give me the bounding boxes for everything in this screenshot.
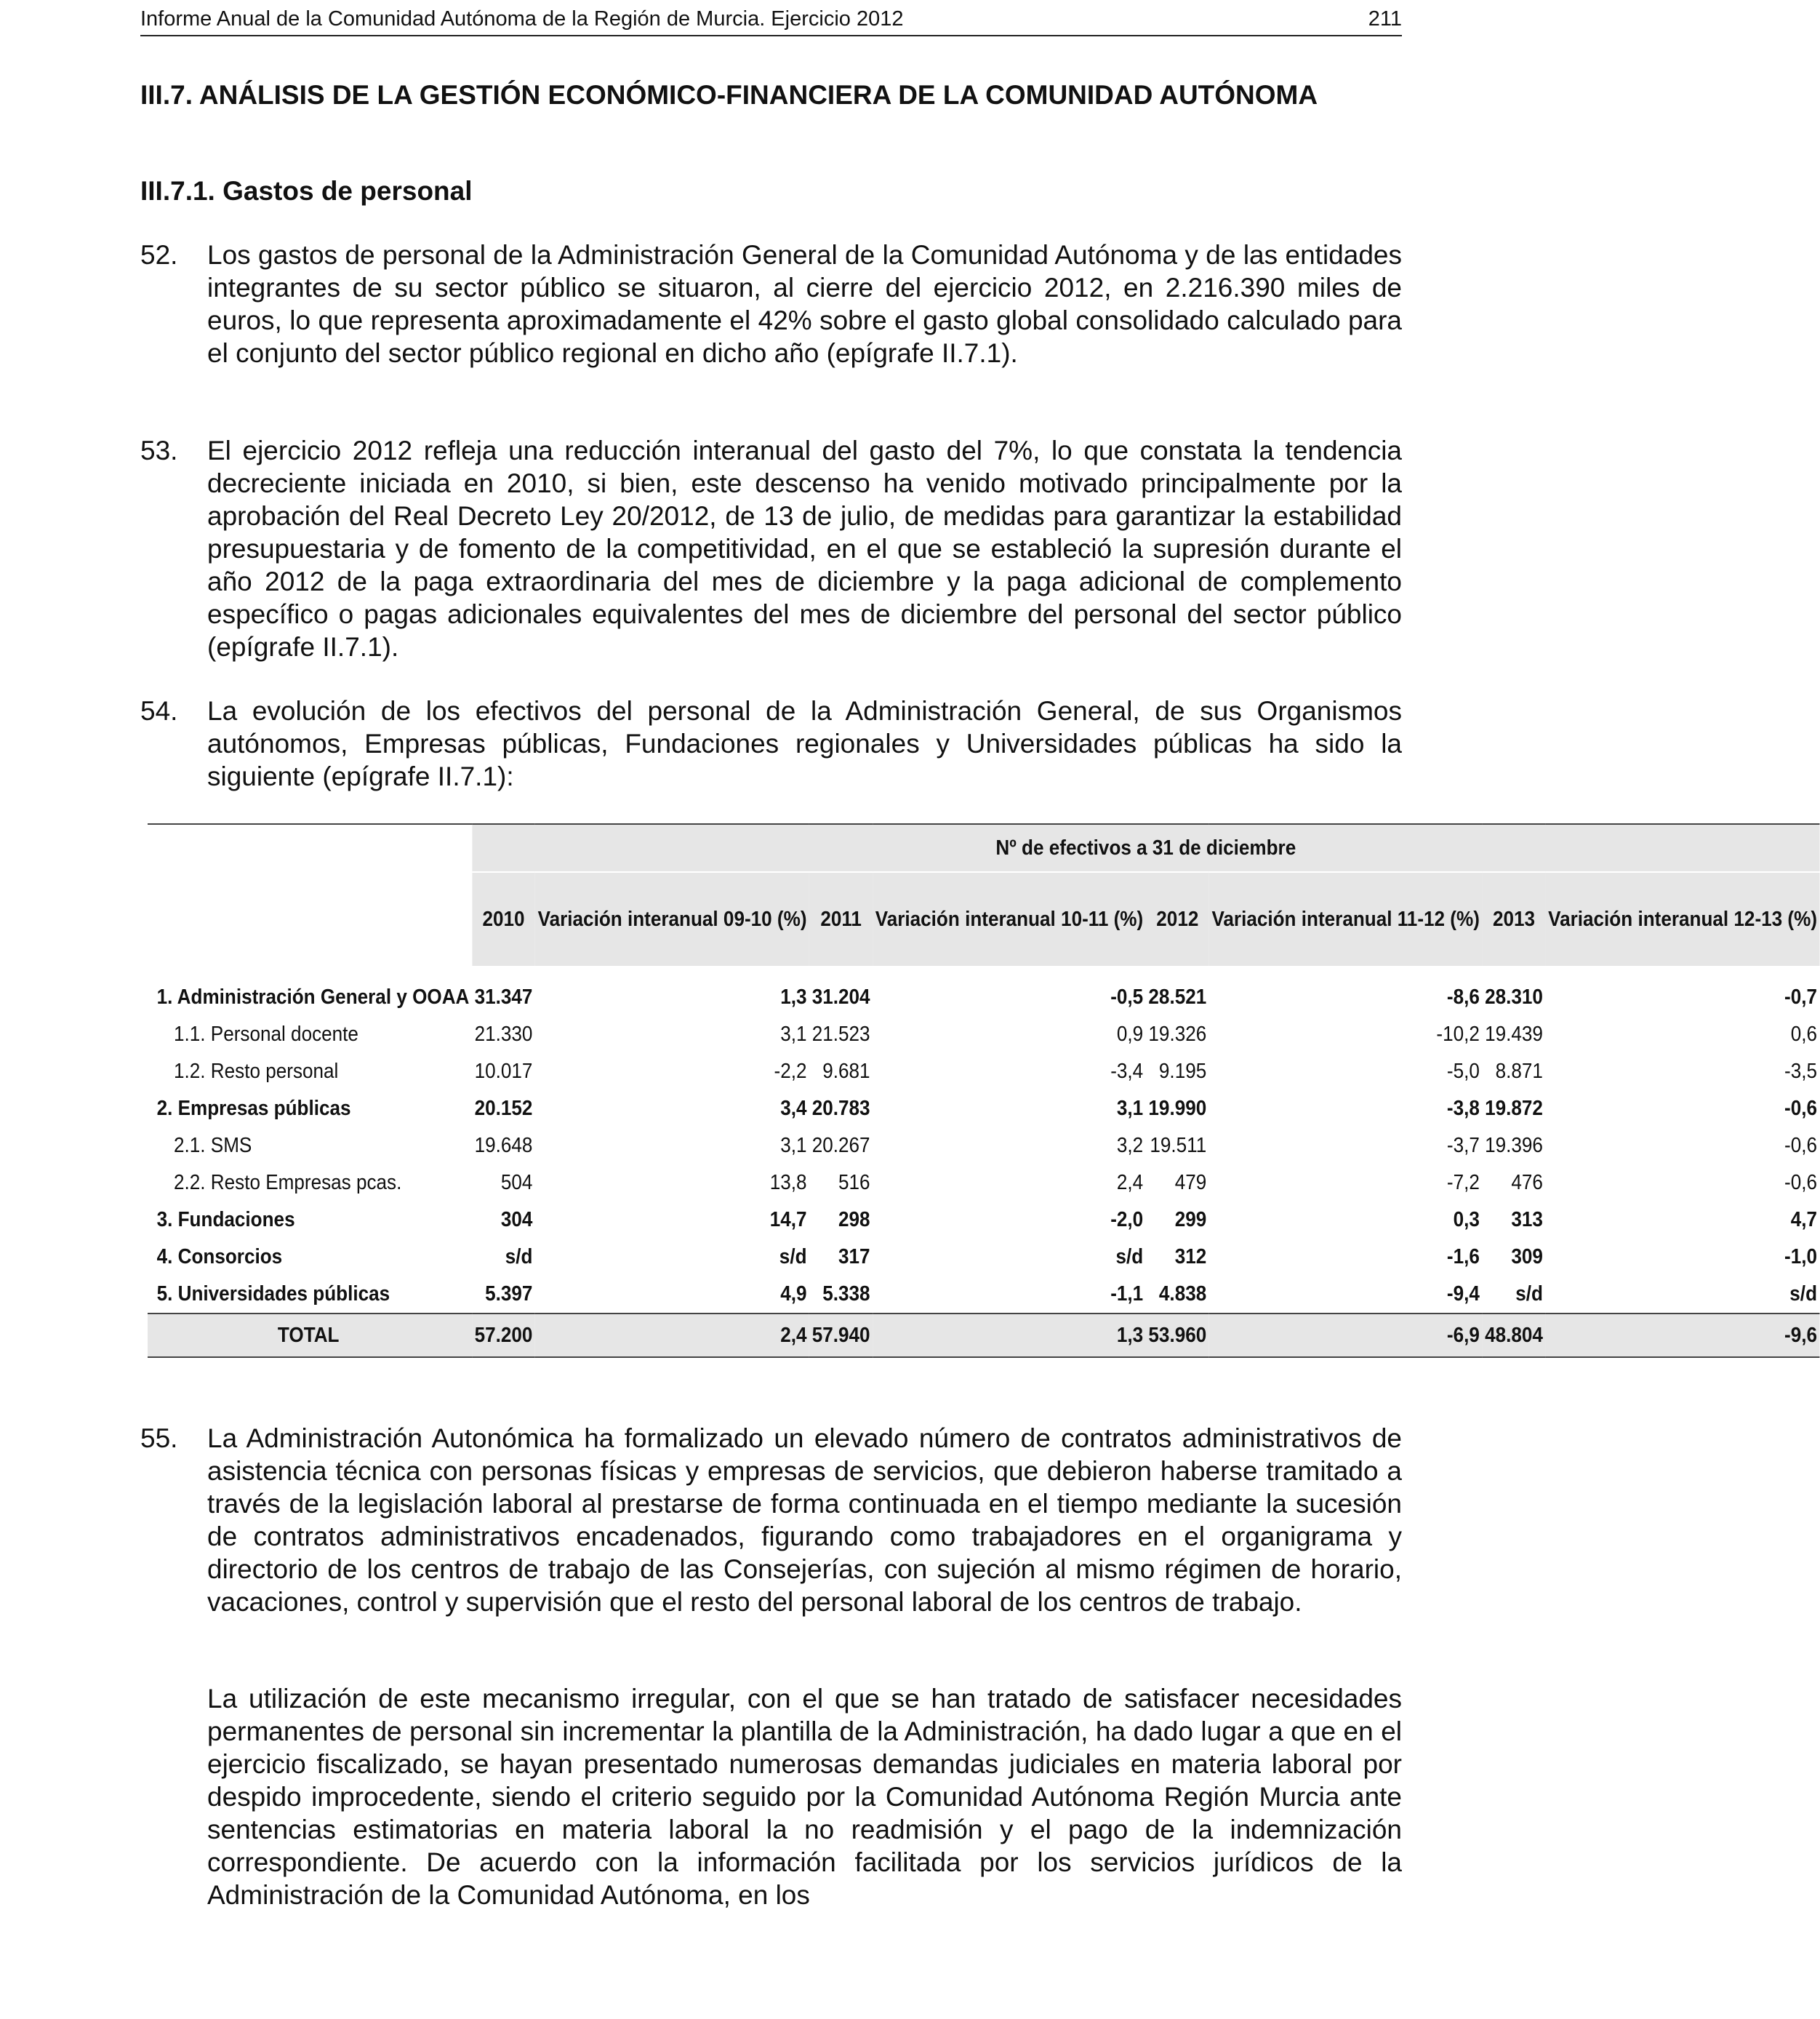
- table-cell: 13,8: [769, 1171, 807, 1194]
- table-super-header: Nº de efectivos a 31 de diciembre: [472, 824, 1820, 872]
- row-label: 1.2. Resto personal: [174, 1060, 339, 1083]
- table-cell: 309: [1511, 1245, 1543, 1268]
- table-cell: 21.330: [474, 1023, 533, 1046]
- table-cell: -0,7: [1784, 985, 1818, 1009]
- column-header: 2011: [809, 872, 873, 966]
- row-label: 2.1. SMS: [174, 1134, 252, 1157]
- table-cell: 3,1: [780, 1134, 807, 1157]
- table-cell: 0,6: [1790, 1023, 1818, 1046]
- column-header: Variación interanual 11-12 (%): [1209, 872, 1483, 966]
- paragraph-55: [140, 1422, 1402, 1618]
- table-cell: 4,9: [780, 1282, 807, 1306]
- total-cell: 2,4: [535, 1314, 809, 1357]
- table-row: [148, 1016, 1820, 1053]
- paragraph-number: 52.: [140, 240, 178, 270]
- row-label: 2.2. Resto Empresas pcas.: [174, 1171, 402, 1194]
- row-label: 1. Administración General y OOAA: [156, 985, 470, 1009]
- table-cell: 19.326: [1148, 1023, 1207, 1046]
- table-cell: 9.195: [1158, 1060, 1207, 1083]
- table-cell: 28.521: [1148, 985, 1207, 1009]
- table-cell: -7,2: [1446, 1171, 1480, 1194]
- table-cell: 299: [1174, 1208, 1207, 1231]
- column-header: 2010: [472, 872, 535, 966]
- page-number: 211: [1368, 7, 1402, 31]
- row-label: 5. Universidades públicas: [156, 1282, 390, 1306]
- total-cell: 53.960: [1146, 1314, 1209, 1357]
- table-cell: 31.204: [811, 985, 870, 1009]
- table-cell: 312: [1174, 1245, 1207, 1268]
- table-body: [148, 966, 1820, 1357]
- table-cell: 3,1: [780, 1023, 807, 1046]
- table-row: [148, 1276, 1820, 1314]
- row-label: 4. Consorcios: [156, 1245, 283, 1268]
- table-row: [148, 1090, 1820, 1127]
- table-row: [148, 1053, 1820, 1090]
- table-cell: 28.310: [1485, 985, 1543, 1009]
- table-cell: 19.511: [1150, 1134, 1207, 1157]
- table-cell: 313: [1511, 1208, 1543, 1231]
- table-cell: 9.681: [822, 1060, 870, 1083]
- table-cell: 504: [500, 1171, 533, 1194]
- row-label: 1.1. Personal docente: [174, 1023, 358, 1046]
- table-cell: 19.990: [1148, 1097, 1207, 1120]
- table-total-row: [148, 1314, 1820, 1357]
- table-corner-cell: [148, 824, 472, 966]
- table-row: [148, 1127, 1820, 1164]
- paragraph-53: [140, 434, 1402, 663]
- table-cell: 1,3: [780, 985, 807, 1009]
- table-cell: -1,0: [1784, 1245, 1818, 1268]
- table-cell: 476: [1511, 1171, 1543, 1194]
- paragraph-54: [140, 695, 1402, 793]
- column-header: 2012: [1146, 872, 1209, 966]
- column-header: Variación interanual 09-10 (%): [535, 872, 809, 966]
- table-cell: 20.783: [811, 1097, 870, 1120]
- table-cell: s/d: [1789, 1282, 1818, 1306]
- table-cell: 21.523: [811, 1023, 870, 1046]
- table-cell: s/d: [779, 1245, 807, 1268]
- table-cell: 5.338: [822, 1282, 870, 1306]
- total-cell: 1,3: [873, 1314, 1146, 1357]
- table-cell: -0,6: [1784, 1134, 1818, 1157]
- table-cell: -3,7: [1446, 1134, 1480, 1157]
- table-cell: 479: [1174, 1171, 1207, 1194]
- table-cell: -0,5: [1110, 985, 1144, 1009]
- table-cell: 3,4: [780, 1097, 807, 1120]
- table-row: [148, 1164, 1820, 1202]
- table-cell: s/d: [1115, 1245, 1144, 1268]
- subsection-title: III.7.1. Gastos de personal: [140, 176, 473, 206]
- column-header: Variación interanual 12-13 (%): [1546, 872, 1820, 966]
- staff-evolution-table: [148, 823, 1820, 1358]
- table-row: [148, 966, 1820, 1016]
- table-cell: 3,1: [1116, 1097, 1144, 1120]
- paragraph-55-continued: [140, 1682, 1402, 1911]
- table-cell: 19.872: [1485, 1097, 1543, 1120]
- paragraph-text: La evolución de los efectivos del personal de la Administración General, de sus Organismos autónomos, Empresas públicas, Fundaciones regionales y Universidades públicas ha sido la siguiente (epígrafe II.7.1):: [207, 696, 1402, 791]
- table-cell: s/d: [1515, 1282, 1543, 1306]
- table-row: [148, 1202, 1820, 1239]
- row-label: 2. Empresas públicas: [156, 1097, 351, 1120]
- header-title: Informe Anual de la Comunidad Autónoma de la Región de Murcia. Ejercicio 2012: [140, 7, 904, 31]
- table-cell: 20.267: [811, 1134, 870, 1157]
- paragraph-number: 53.: [140, 436, 178, 465]
- table-cell: -1,1: [1110, 1282, 1144, 1306]
- table-cell: -10,2: [1436, 1023, 1480, 1046]
- table-cell: 19.648: [474, 1134, 533, 1157]
- table-cell: -9,4: [1446, 1282, 1480, 1306]
- table-cell: -3,4: [1110, 1060, 1144, 1083]
- table-cell: -3,8: [1446, 1097, 1480, 1120]
- table-cell: -8,6: [1446, 985, 1480, 1009]
- table-cell: -3,5: [1784, 1060, 1818, 1083]
- running-header: [140, 6, 1402, 36]
- table-super-header-row: [148, 824, 1820, 872]
- table-cell: 0,3: [1453, 1208, 1480, 1231]
- total-cell: 48.804: [1482, 1314, 1545, 1357]
- total-cell: 57.940: [809, 1314, 873, 1357]
- table-cell: 20.152: [474, 1097, 533, 1120]
- column-header: Variación interanual 10-11 (%): [873, 872, 1146, 966]
- paragraph-text: La Administración Autonómica ha formalizado un elevado número de contratos administrativos de asistencia técnica con personas físicas y empresas de servicios, que debieron haberse tramitado a través de la legislación laboral al prestarse de forma continuada en el tiempo mediante la sucesión de contratos administrativos encadenados, figurando como trabajadores en el organigrama y directorio de los centros de trabajo de las Consejerías, con sujeción al mismo régimen de horario, vacaciones, control y supervisión que el resto del personal laboral de los centros de trabajo.: [207, 1423, 1402, 1617]
- table-cell: 19.439: [1485, 1023, 1543, 1046]
- table-cell: 10.017: [474, 1060, 533, 1083]
- table-cell: s/d: [505, 1245, 533, 1268]
- table-cell: 2,4: [1116, 1171, 1144, 1194]
- total-cell: 57.200: [472, 1314, 535, 1357]
- table-cell: 516: [838, 1171, 870, 1194]
- table-cell: 317: [838, 1245, 870, 1268]
- table-cell: 5.397: [485, 1282, 533, 1306]
- table-cell: 14,7: [769, 1208, 807, 1231]
- paragraph-52: [140, 239, 1402, 369]
- total-cell: -6,9: [1209, 1314, 1483, 1357]
- table-cell: 8.871: [1495, 1060, 1543, 1083]
- total-label: TOTAL: [148, 1314, 472, 1357]
- paragraph-number: 54.: [140, 696, 178, 726]
- table-cell: -0,6: [1784, 1171, 1818, 1194]
- table-cell: 4.838: [1158, 1282, 1207, 1306]
- paragraph-number: 55.: [140, 1423, 178, 1453]
- paragraph-text: La utilización de este mecanismo irregular, con el que se han tratado de satisfacer necesidades permanentes de personal sin incrementar la plantilla de la Administración, ha dado lugar a que en el ejercicio fiscalizado, se hayan presentado numerosas demandas judiciales en materia laboral por despido improcedente, siendo el criterio seguido por la Comunidad Autónoma Región Murcia ante sentencias estimatorias en materia laboral la no readmisión y el pago de la indemnización correspondiente. De acuerdo con la información facilitada por los servicios jurídicos de la Administración de la Comunidad Autónoma, en los: [207, 1684, 1402, 1910]
- column-header: 2013: [1482, 872, 1545, 966]
- table-cell: -2,2: [774, 1060, 807, 1083]
- table-cell: 19.396: [1485, 1134, 1543, 1157]
- table-cell: -1,6: [1446, 1245, 1480, 1268]
- paragraph-text: Los gastos de personal de la Administración General de la Comunidad Autónoma y de las entidades integrantes de su sector público se situaron, al cierre del ejercicio 2012, en 2.216.390 miles de euros, lo que representa aproximadamente el 42% sobre el gasto global consolidado calculado para el conjunto del sector público regional en dicho año (epígrafe II.7.1).: [207, 240, 1402, 368]
- table-cell: 304: [500, 1208, 533, 1231]
- table-cell: 298: [838, 1208, 870, 1231]
- paragraph-text: El ejercicio 2012 refleja una reducción interanual del gasto del 7%, lo que constata la tendencia decreciente iniciada en 2010, si bien, este descenso ha venido motivado principalmente por la aprobación del Real Decreto Ley 20/2012, de 13 de julio, de medidas para garantizar la estabilidad presupuestaria y de fomento de la competitividad, en el que se estableció la supresión durante el año 2012 de la paga extraordinaria del mes de diciembre y la paga adicional de complemento específico o pagas adicionales equivalentes del mes de diciembre del personal del sector público (epígrafe II.7.1).: [207, 436, 1402, 662]
- table-cell: -5,0: [1446, 1060, 1480, 1083]
- table-cell: 0,9: [1116, 1023, 1144, 1046]
- table-cell: 4,7: [1790, 1208, 1818, 1231]
- table-cell: 3,2: [1116, 1134, 1144, 1157]
- table-cell: -0,6: [1784, 1097, 1818, 1120]
- section-title: III.7. ANÁLISIS DE LA GESTIÓN ECONÓMICO-FINANCIERA DE LA COMUNIDAD AUTÓNOMA: [140, 80, 1318, 110]
- table-cell: -2,0: [1110, 1208, 1144, 1231]
- table-cell: 31.347: [474, 985, 533, 1009]
- staff-table-container: [148, 823, 1818, 1358]
- row-label: 3. Fundaciones: [156, 1208, 295, 1231]
- table-row: [148, 1239, 1820, 1276]
- total-cell: -9,6: [1546, 1314, 1820, 1357]
